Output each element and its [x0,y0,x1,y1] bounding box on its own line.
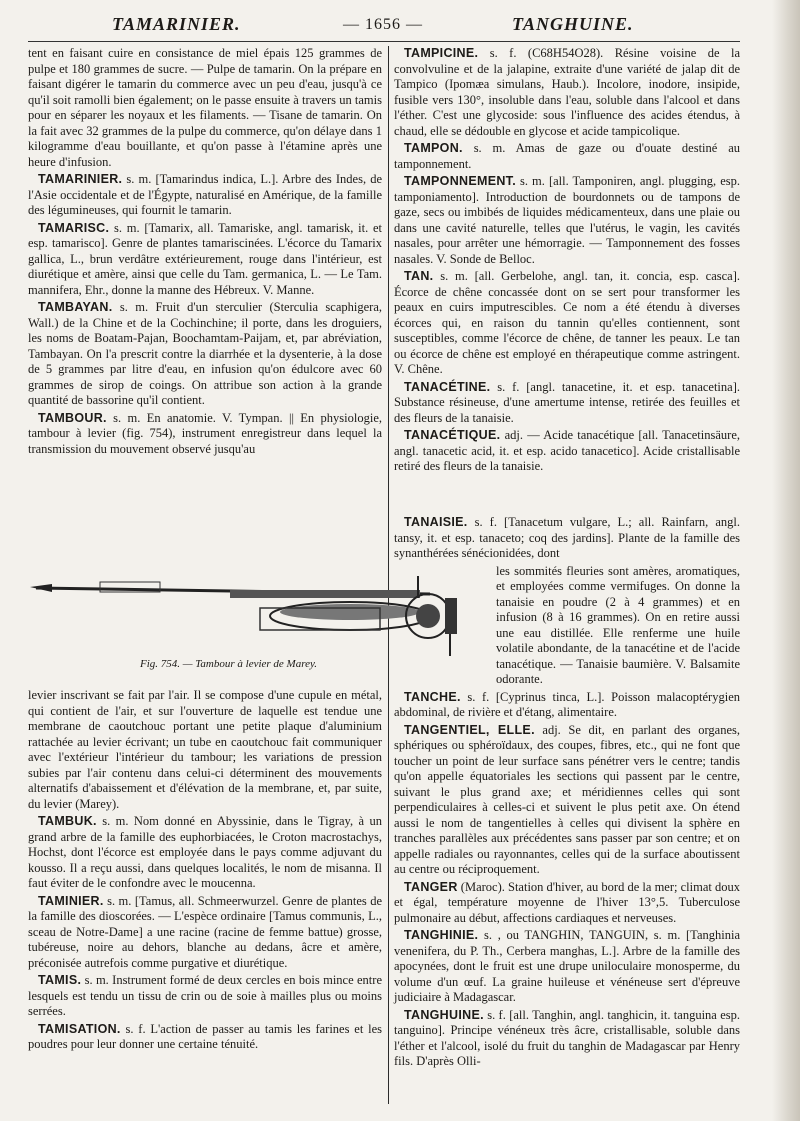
dictionary-entry [28,300,382,409]
headword: TAMBUK. [38,814,97,828]
headword: TANGENTIEL, ELLE. [404,722,535,737]
dictionary-entry [28,688,382,812]
entry-text: s. m. [Tamarindus indica, L.]. Arbre des Indes, de l'Asie occidentale et de l'Égypte, naturalisé en Amérique, de la famille des légumineuses, qui fournit le tamarin. [28,172,382,217]
entry-text: s. m. Amas de gaze ou d'ouate destiné au tamponnement. [394,141,740,171]
dictionary-entry [28,973,382,1020]
entry-text-continued: les sommités fleuries sont amères, aromatiques, et employées comme vermifuges. On donne la tanaisie en poudre (2 à 4 grammes) et en infusion (8 à 16 grammes). On en retire aussi une eau distillée. Elle renferme une huile volatile abondante, de la tanacétine et de l'acide tanacétique. — Tanaisie baumière. V. Balsamite odorante. [496,563,740,686]
right-column [394,46,740,477]
entry-text: s. f. [all. Tanghin, angl. tanghicin, it. tanguina esp. tanguino]. Principe vénéneux très âcre, cristallisable, soluble dans l'éther et l'alcool, isolé du fruit du tanghin de Madagascar par Henry fils. D'après Olli- [394,1007,740,1068]
right-column-lower [394,690,740,1070]
entry-text: s. f. L'action de passer au tamis les farines et les poudres pour leur donner une certaine ténuité. [28,1021,382,1051]
entry-text: s. m. Nom donné en Abyssinie, dans le Tigray, à un grand arbre de la famille des euphorbiacées, le Croton macrostachys, Hochst, dont l'écorce est employée dans le pays comme adjuvant du kousso. Il a reçu aussi, dans quelques localités, le nom de misanna. Il faut éviter de le confondre avec le moucenna. [28,814,382,890]
headword: TANGHINIE. [404,928,479,942]
headword: TAMPONNEMENT. [404,174,516,188]
dictionary-entry [28,411,382,458]
header-rule [28,41,740,42]
dictionary-entry [28,46,382,170]
entry-text: s. f. [Cyprinus tinca, L.]. Poisson malacoptérygien abdominal, de rivière et d'étang, alimentaire. [394,689,740,719]
running-head-left: TAMARINIER. [112,14,241,34]
headword: TAMPICINE. [404,46,479,60]
headword: TANCHE. [404,689,461,704]
entry-text: s. m. En anatomie. V. Tympan. || En physiologie, tambour à levier (fig. 754), instrument enregistreur dans lequel la transmission du mouvement observé jusqu'au [28,410,382,456]
entry-text: s. m. [all. Gerbelohe, angl. tan, it. concia, esp. casca]. Écorce de chêne concassée dont on se sert pour transformer les peaux en cuirs imputrescibles. Ce nom a été étendu à diverses écorces qui, en raison du tannin qu'elles contiennent, sont susceptibles, comme l'écorce de chêne, de tanner les peaux. Le tan ou écorce de chêne est employé en thérapeutique comme astringent. V. Chêne. [394,269,740,376]
entry-text: (Maroc). Station d'hiver, au bord de la mer; climat doux et égal, température moyenne de l'hiver 13°,5. Tuberculose pulmonaire au début, affections cardiaques et nerveuses. [394,879,740,925]
dictionary-entry [28,172,382,219]
headword: TAMINIER. [38,893,104,908]
dictionary-entry [394,428,740,475]
headword: TANGER [404,879,458,894]
entry-text: s. f. [angl. tanacetine, it. et esp. tanacetina]. Substance résineuse, d'une amertume intense, retirée des feuilles et des fleurs de la tanaisie. [394,379,740,425]
dictionary-entry [394,141,740,172]
headword: TAN. [404,269,434,283]
headword: TAMARINIER. [38,172,123,186]
headword: TANACÉTIQUE. [404,428,501,442]
entry-text: s. m. Fruit d'un sterculier (Sterculia scaphigera, Wall.) de la Chine et de la Cochinchine; il porte, dans les droguiers, les noms de Boatam-Pajan, Boochamtam-Paijam, et, par abréviation, Tambayan. On l'a prescrit contre la diarrhée et la dysenterie, à la dose de 5 grammes par litre d'eau, en infusion qu'on édulcore avec 60 grammes de sirop de coings. On attribue son action à la grande quantité de bassorine qu'il contient. [28,300,382,407]
headword: TANAISIE. [404,515,468,529]
dictionary-entry [28,894,382,972]
left-column-lower [28,688,382,1055]
headword: TAMIS. [38,973,82,987]
headword: TAMARISC. [38,220,110,235]
entry-text: s. f. (C68H54O28). Résine voisine de la convolvuline et de la jalapine, extraite d'une variété de jalap dit de Tampico (Ipomæa simulans, Haub.). Incolore, inodore, insipide, fusible vers 130°, insoluble dans l'eau, soluble dans l'alcool et dans l'éther. C'est une glycoside: sous l'influence des acides étendus, à chaud, elle se dédouble en glycose et acide tampicolique. [394,46,740,138]
dictionary-entry [394,880,740,927]
figure-caption: Fig. 754. — Tambour à levier de Marey. [140,658,318,670]
entry-text: s. f. [Tanacetum vulgare, L.; all. Rainfarn, angl. tansy, it. et esp. tanaceto; coq des jardins]. Plante de la famille des synanthérées sénécionidées, dont [394,515,740,560]
dictionary-entry [394,380,740,427]
dictionary-entry [28,221,382,299]
dictionary-entry [28,1022,382,1053]
entry-text: s. m. Instrument formé de deux cercles en bois mince entre lesquels est tendu un tissu de crin ou de soie à mailles plus ou moins serrées. [28,973,382,1018]
headword: TANGHUINE. [404,1007,484,1022]
dictionary-entry [394,928,740,1006]
entry-text: adj. — Acide tanacétique [all. Tanacetinsäure, angl. tanacetic acid, it. et esp. acido tanacetico]. Acide cristallisable retiré des fleurs de la tanaisie. [394,428,740,473]
page-number: — 1656 — [343,16,423,33]
entry-text: tent en faisant cuire en consistance de miel épais 125 grammes de pulpe et 180 grammes de sucre. — Pulpe de tamarin. On la prépare en faisant digérer le tamarin du commerce avec un peu d'eau, jusqu'à ce qu'il soit ramolli bien également; on le passe ensuite à travers un tamis pour en séparer les noyaux et les filaments. — Tisane de tamarin. On la fait avec 32 grammes de la pulpe du commerce, qu'on délaye dans 1 kilogramme d'eau bouillante, et qu'on passe à l'étamine après une heure d'infusion. [28,46,382,169]
dictionary-entry [394,46,740,139]
dictionary-entry [394,174,740,267]
entry-text: adj. Se dit, en parlant des organes, sphériques ou sphéroïdaux, des coupes, fibres, etc., qui ne font que toucher un point de leur surface sans pénétrer vers le centre; tandis qu'on appelle équatoriales les sections qui passent par le centre, suivant le plus grand axe; et méridiennes celles qui sont perpendiculaires à celles-ci et suivent le plus petit axe. On étend aussi le nom de tangentielles à celles qui divisent la sphère en tranches parallèles aux précédentes sans passer par son centre; et on appelle radiales ou rayonnantes, celles qui de la surface aboutissent au centre ou réciproquement. [394,722,740,876]
headword: TANACÉTINE. [404,379,491,394]
entry-text: s. m. [Tamus, all. Schmeerwurzel. Genre de plantes de la famille des dioscorées. — L'espèce ordinaire [Tamus communis, L., sceau de Notre-Dame] a une racine (racine de femme battue) grosse, tubéreuse, noire au dehors, blanche au dedans, âcre et amère, préconisée autrefois comme purgative et diurétique. [28,893,382,970]
headword: TAMPON. [404,141,463,155]
running-head-right: TANGHUINE. [512,14,634,34]
dictionary-entry [394,1008,740,1070]
left-column [28,46,382,459]
headword: TAMBOUR. [38,410,107,425]
dictionary-entry [394,269,740,378]
entry-text: s. m. [Tamarix, all. Tamariske, angl. tamarisk, it. et esp. tamarisco]. Genre de plantes tamariscinées. L'écorce du Tamarix gallica, L., brun verdâtre extérieurement, rouge dans l'intérieur, est diurétique et amère, ainsi que celle du Tam. germanica, L. — Le Tam. mannifera, Ehr., donne la manne des Hébreux. V. Manne. [28,220,382,297]
entry-text: levier inscrivant se fait par l'air. Il se compose d'une cupule en métal, qui contient de l'air, et sur l'ouverture de laquelle est tendue une membrane de caoutchouc portant une petite plaque d'aluminium rattachée au levier écrivant; un tube en caoutchouc fait communiquer avec l'extérieur l'intérieur du tambour; les variations de pression subies par l'air contenu dans celui-ci déterminent des mouvements alternatifs d'abaissement et d'élévation de la membrane, et, par suite, du levier (Marey). [28,688,382,811]
headword: TAMBAYAN. [38,300,113,314]
entry-text: s. , ou TANGHIN, TANGUIN, s. m. [Tanghinia venenifera, du P. Th., Cerbera manghas, L.]. Arbre de la famille des apocynées, dont le fruit est une drupe uniloculaire monosperme, du volume d'un œuf. La graine huileuse et vénéneuse sert d'épreuve judiciaire à Madagascar. [394,928,740,1004]
dictionary-entry [394,690,740,721]
entry-tanaisie [394,515,740,1072]
dictionary-entry [28,814,382,892]
headword: TAMISATION. [38,1021,121,1036]
scan-edge [772,0,800,1121]
dictionary-entry [394,723,740,878]
entry-text: s. m. [all. Tamponiren, angl. plugging, esp. tamponiamento]. Introduction de bourdonnets ou de tampons de gaze, secs ou imbibés de liquides médicamenteux, dans une plaie ou dans une cavité naturelle, telles que l'utérus, le vagin, les cavités nasales, pour arrêter une hémorragie. — Tamponnement des fosses nasales. V. Sonde de Belloc. [394,174,740,266]
